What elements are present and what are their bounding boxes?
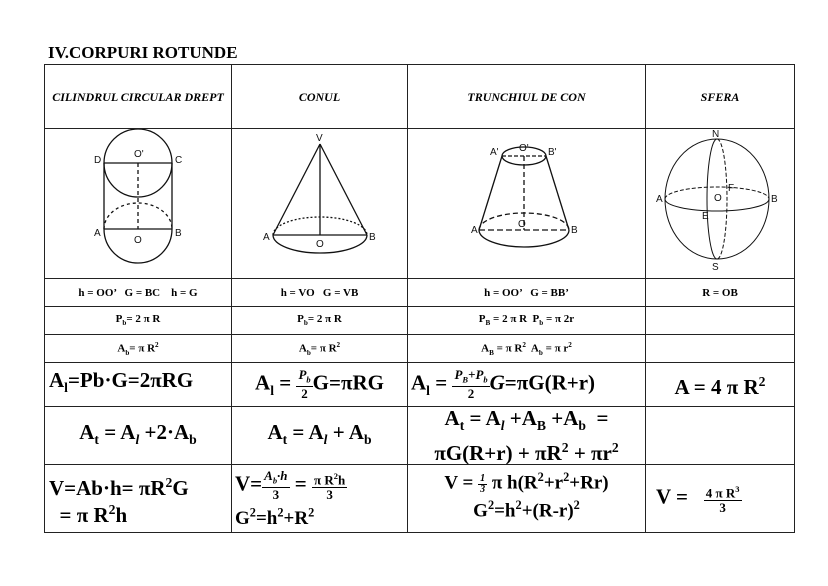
cone-total-area [232,407,408,465]
plus: +P [468,366,484,382]
cylinder-volume [45,465,232,533]
sup: 2 [611,440,619,456]
eq: = [274,370,297,395]
sup: 2 [568,340,572,349]
a: A [444,406,460,430]
rest: G [172,475,189,500]
sup: 2 [522,340,526,349]
rest: = [586,406,609,430]
sub: b [363,431,372,447]
rest: =h [255,507,278,529]
den: 3 [326,487,333,503]
sphere-figure [646,129,795,279]
sphere-area [646,363,795,407]
v: V = [656,484,694,509]
base-area-row [45,335,795,363]
sphere-total-empty [646,407,795,465]
label-o: O [714,193,722,204]
a: A [255,370,271,395]
sub: l [270,382,274,398]
frustum-lateral-area [408,363,646,407]
cylinder-figure [45,129,232,279]
perimeter-row [45,307,795,335]
label-v: V [316,133,323,144]
sup: 2 [336,340,341,349]
cylinder-total-area [45,407,232,465]
rest: = π 2r [543,313,575,326]
rest: = π R [310,342,337,355]
sub: b [483,374,488,385]
sup: 2 [515,497,522,512]
p: P [115,313,123,326]
rest: +R [283,507,309,529]
header-sphere: SFERA [646,65,795,129]
elements-row [45,279,795,307]
rest: +A [504,406,537,430]
sup: 2 [563,470,570,485]
rest: = 2 π R [490,313,533,326]
sphere-perimeter-empty [646,307,795,335]
rest: G=πRG [312,370,384,395]
sphere-base-area-empty [646,335,795,363]
sub: l [323,431,328,447]
sub: l [426,382,430,398]
label-o-prime: O' [519,143,529,154]
frustum-perimeter [408,307,646,335]
frustum-elements: h = OO’ G = BB’ [408,279,646,307]
g: G [235,507,250,529]
a: A [117,342,126,355]
den: 3 [480,483,486,495]
sub: b [122,319,127,328]
cylinder-base-area [45,335,232,363]
den: 3 [719,500,726,516]
label-e: E [702,211,709,222]
frustum-diagram [408,129,645,273]
rest: +Rr) [569,472,609,494]
rest: πG(R+r) + πR [434,441,562,466]
rest: = π R [493,342,523,355]
cone-perimeter [232,307,408,335]
rest: = 2 π R [307,313,342,326]
rest: =Pb·G=2πRG [67,368,194,393]
num: h [337,472,346,488]
sub: b [306,374,311,385]
sup: 2 [108,501,116,517]
eq: = [429,370,453,395]
sup: 2 [155,340,159,349]
g: G [489,370,505,395]
sub: B [489,348,494,357]
label-c: C [175,155,183,166]
rest: = A [287,419,324,444]
cone-figure [232,129,408,279]
fraction [296,368,312,402]
sup: 2 [758,374,766,389]
sub: b [189,431,197,447]
rest: V=Ab·h= πR [49,475,166,500]
num: P [454,366,463,382]
page-title: IV.CORPURI ROTUNDE [48,43,238,62]
header-row [45,65,795,129]
rest: = π R [129,342,156,355]
sphere-elements: R = OB [646,279,795,307]
fraction [312,469,347,502]
label-f: F [728,183,735,194]
rest: =πG(R+r) [504,370,596,395]
den: 2 [467,386,475,402]
figure-row [45,129,795,279]
label-a-prime: A' [490,147,499,158]
rest: + A [327,419,364,444]
sub: b [272,475,278,486]
label-a: A [263,232,270,243]
sub: b [306,348,311,357]
num: π R [313,472,334,488]
label-b: B [571,225,578,236]
a: A [481,342,490,355]
num: P [298,366,307,382]
sup: 3 [735,484,740,495]
p: P [297,313,304,326]
sup: 2 [277,505,284,520]
label-a: A [471,225,478,236]
sup: 2 [165,474,173,490]
v: V = [444,472,479,494]
frustum-volume [408,465,646,533]
cylinder-elements: h = OO’ G = BC h = G [45,279,232,307]
a: A [49,368,65,393]
den: 3 [272,487,280,503]
rest: π h(R [487,472,538,494]
label-a: A [94,228,101,239]
header-cone: CONUL [232,65,408,129]
label-o-prime: O' [134,149,144,160]
label-b-prime: B' [548,147,557,158]
rest: +r [543,472,564,494]
label-d: D [94,155,102,166]
sub: b [538,348,543,357]
g: G [473,499,488,521]
p: P [532,313,540,326]
a: A [79,419,95,444]
sub: B [536,418,547,434]
rest: = A [464,406,501,430]
rest: = π r [542,342,569,355]
fraction [478,474,487,495]
label-b: B [771,194,778,205]
sub: l [135,431,140,447]
den: 2 [301,386,308,402]
lateral-area-row [45,363,795,407]
label-n: N [712,129,720,140]
sub: B [462,374,469,385]
rest: = A [98,419,136,444]
num: A [264,467,273,483]
sub: B [485,319,491,328]
sub: t [282,431,288,447]
label-o: O [134,235,142,246]
cylinder-lateral-area [45,363,232,407]
rest: +A [546,406,579,430]
num: 4 π R [705,485,736,501]
sub: b [578,418,586,434]
a: A [267,419,283,444]
fraction [262,469,289,503]
num: 1 [480,472,486,484]
sup: 2 [561,440,569,456]
label-a: A [656,194,663,205]
rest: = 2 π R [126,313,161,326]
sub: b [125,348,130,357]
frustum-base-area [408,335,646,363]
sup: 2 [487,497,495,512]
header-frustum: TRUNCHIUL DE CON [408,65,646,129]
frustum-figure [408,129,646,279]
p: P [478,313,486,326]
sup: 2 [537,470,544,485]
cone-volume [232,465,408,533]
rest: +2·A [139,419,190,444]
formula-table [44,64,795,533]
sub: l [64,380,68,396]
label-b: B [175,228,182,239]
eq: = [289,471,312,496]
sphere-diagram [646,129,794,273]
volume-row [45,465,795,533]
frustum-total-area [408,407,646,465]
header-cylinder: CILINDRUL CIRCULAR DREPT [45,65,232,129]
sup: 2 [249,505,256,520]
total-area-row [45,407,795,465]
sphere-volume [646,465,795,533]
v: V= [235,471,263,496]
label-o: O [316,239,324,250]
a: A = 4 π R [674,375,759,399]
cylinder-perimeter [45,307,232,335]
cone-lateral-area [232,363,408,407]
rest: +(R-r) [521,499,574,521]
rest: h [115,502,128,527]
a: A [298,342,307,355]
label-b: B [369,232,376,243]
sub: t [459,418,465,434]
label-s: S [712,262,719,273]
fraction [452,368,489,402]
a: A [530,342,539,355]
fraction [704,482,742,515]
cone-elements: h = VO G = VB [232,279,408,307]
rest: = π R [59,502,109,527]
num: ·h [277,467,288,483]
rest: + πr [568,441,612,466]
sub: b [303,319,308,328]
cone-diagram [232,129,407,273]
cylinder-diagram [45,129,231,273]
a: A [411,370,427,395]
sub: l [500,418,505,434]
cone-base-area [232,335,408,363]
label-o: O [518,219,526,230]
rest: =h [494,499,516,521]
sub: b [539,319,544,328]
sup: 2 [308,505,315,520]
sup: 2 [573,497,580,512]
sub: t [94,431,99,447]
sup: 2 [333,470,338,481]
